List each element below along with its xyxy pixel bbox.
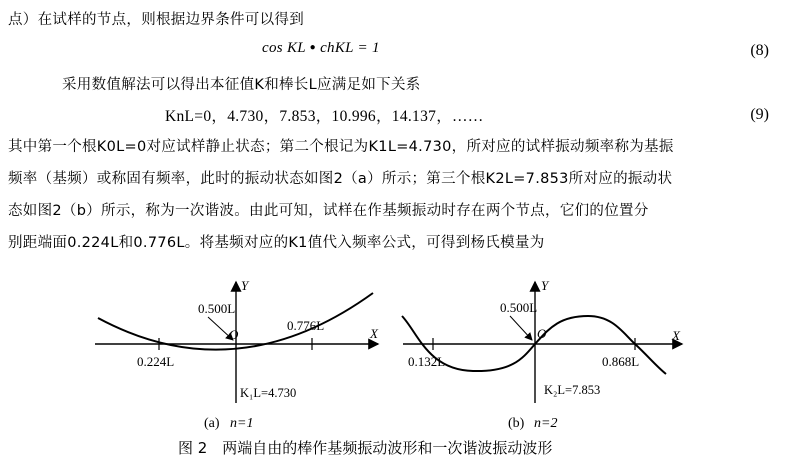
figure-b-sub-n: n=2 [534,416,558,431]
equation-8-dot: ● [309,42,317,53]
figure-b-y-label: Y [541,278,549,293]
equation-8 [262,40,380,57]
figure-a-y-label: Y [241,278,249,293]
figure-a-label-0776: 0.776L [287,318,325,333]
paragraph-line-3: 态如图2（b）所示，称为一次谐波。由此可知，试样在作基频振动时存在两个节点，它们的位置分 [8,203,649,219]
figure-b-x-label: X [672,328,680,343]
figure-b [398,278,698,438]
text-line-3: 采用数值解法可以得出本征值K和棒长L应满足如下关系 [62,77,421,93]
figure-a [90,278,390,438]
text-line-1: 点）在试样的节点，则根据边界条件可以得到 [8,12,304,28]
equation-9-number: (9) [750,106,769,123]
paragraph-line-2: 频率（基频）或称固有频率，此时的振动状态如图2（a）所示；第三个根K2L=7.853所对应的振动状 [8,171,673,187]
figure-a-sub-label: (a) [204,416,220,431]
figure-b-k-label: K₂L=7.853 [544,383,601,397]
figure-b-label-0500: 0.500L [500,300,538,315]
equation-8-left: cos KL [262,40,310,56]
figure-b-label-0868: 0.868L [602,354,640,369]
figure-a-origin: O [229,327,239,342]
figure-caption: 图 2 两端自由的棒作基频振动波形和一次谐波振动波形 [178,439,553,457]
figure-a-label-0500: 0.500L [198,301,236,316]
figure-a-label-0224: 0.224L [137,354,175,369]
paragraph-line-4: 别距端面0.224L和0.776L。将基频对应的K1值代入频率公式，可得到杨氏模量为 [8,235,545,251]
figure-b-sub-label: (b) [508,416,525,431]
equation-8-right: chKL = 1 [316,40,380,56]
figure-b-label-0132: 0.132L [408,354,446,369]
figure-b-pointer [510,316,532,340]
equation-9: KnL=0，4.730，7.853，10.996，14.137，…… [165,108,484,125]
figure-a-k-label: K₁L=4.730 [240,386,297,400]
equation-8-number: (8) [750,42,769,59]
figure-b-origin: O [537,326,547,341]
figure-a-x-label: X [370,326,378,341]
figure-a-sub-n: n=1 [230,416,254,431]
paragraph-line-1: 其中第一个根K0L=0对应试样静止状态；第二个根记为K1L=4.730，所对应的试样振动频率称为基振 [8,139,674,155]
